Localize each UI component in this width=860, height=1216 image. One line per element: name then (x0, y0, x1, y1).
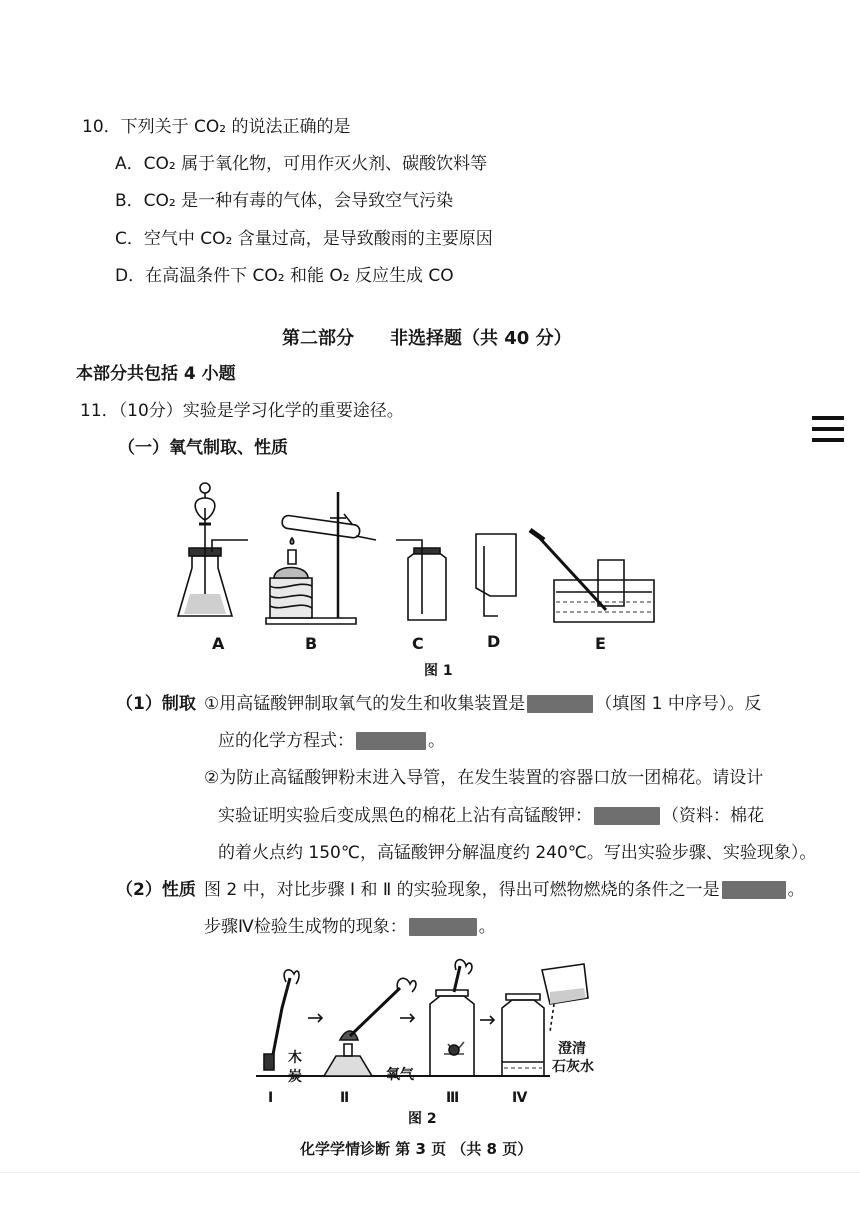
answer-blank-3[interactable] (594, 807, 660, 825)
q11-stem: 11．（10分）实验是学习化学的重要途径。 (80, 401, 404, 421)
part2-intro: 本部分共包括 4 小题 (76, 364, 236, 384)
p1-tag: （1）制取 (116, 694, 196, 714)
apparatus-a (178, 483, 248, 616)
p2-line1-tail: 。 (787, 880, 805, 900)
fig2-step-2: Ⅱ (340, 1090, 350, 1106)
answer-blank-1[interactable] (527, 695, 593, 713)
q10-option-b[interactable]: B．CO₂ 是一种有毒的气体，会导致空气污染 (115, 191, 454, 211)
fig2-label-charcoal-2: 炭 (288, 1069, 302, 1085)
p2-line2-text: 步骤Ⅳ检验生成物的现象： (204, 917, 407, 937)
p2-line2 (204, 916, 496, 938)
fig1-caption: 图 1 (424, 663, 453, 679)
fig2-label-oxygen: 氧气 (386, 1067, 414, 1083)
p1-line1 (204, 693, 761, 715)
fig2-label-limewater-2: 石灰水 (552, 1059, 594, 1075)
bottom-rule (0, 1172, 860, 1173)
menu-icon[interactable] (812, 416, 844, 448)
p1-line2 (218, 730, 445, 752)
page-footer: 化学学情诊断 第 3 页 （共 8 页） (300, 1140, 533, 1158)
apparatus-c (396, 540, 446, 620)
p2-line1 (204, 879, 805, 901)
p1-line3: ②为防止高锰酸钾粉末进入导管，在发生装置的容器口放一团棉花。请设计 (204, 768, 764, 788)
p2-tag: （2）性质 (116, 880, 196, 900)
p1-line5: 的着火点约 150℃，高锰酸钾分解温度约 240℃。写出实验步骤、实验现象）。 (218, 843, 817, 863)
figure-2 (250, 958, 600, 1088)
apparatus-b (266, 492, 376, 624)
answer-blank-4[interactable] (722, 881, 786, 899)
fig2-label-charcoal-1: 木 (288, 1050, 302, 1066)
q10-option-c[interactable]: C．空气中 CO₂ 含量过高，是导致酸雨的主要原因 (115, 229, 493, 249)
fig1-label-d: D (487, 632, 501, 651)
fig2-step-3: Ⅲ (446, 1090, 460, 1106)
fig2-step-4: Ⅳ (512, 1090, 528, 1106)
fig1-label-e: E (595, 634, 606, 653)
part2-title: 第二部分 非选择题（共 40 分） (282, 328, 572, 349)
step-3-oxygen-bottle (430, 960, 474, 1076)
p1-line4-text: 实验证明实验后变成黑色的棉花上沾有高锰酸钾： (218, 806, 592, 826)
p2-line2-tail: 。 (478, 917, 496, 937)
p1-line2-tail: 。 (428, 731, 445, 751)
apparatus-e (530, 530, 654, 622)
fig1-label-a: A (212, 634, 225, 653)
q10-stem: 10．下列关于 CO₂ 的说法正确的是 (82, 117, 351, 137)
q10-option-d[interactable]: D．在高温条件下 CO₂ 和能 O₂ 反应生成 CO (115, 266, 454, 286)
answer-blank-5[interactable] (409, 918, 477, 936)
p1-line1-tail: （填图 1 中序号）。反 (595, 694, 762, 714)
fig2-step-1: Ⅰ (268, 1090, 274, 1106)
p1-line4 (218, 805, 764, 827)
fig1-label-c: C (412, 634, 424, 653)
step-2-lamp (324, 978, 416, 1076)
p1-line4-tail: （资料：棉花 (662, 806, 764, 826)
fig2-caption: 图 2 (408, 1111, 437, 1127)
apparatus-d (476, 534, 516, 616)
fig1-label-b: B (305, 634, 318, 653)
p1-line2-text: 应的化学方程式： (218, 731, 354, 751)
figure-1 (170, 468, 660, 638)
q11-section1: （一）氧气制取、性质 (118, 438, 288, 458)
answer-blank-2[interactable] (356, 732, 426, 750)
fig2-label-limewater-1: 澄清 (558, 1041, 586, 1057)
q10-option-a[interactable]: A．CO₂ 属于氧化物，可用作灭火剂、碳酸饮料等 (115, 154, 488, 174)
p1-line1-text: ①用高锰酸钾制取氧气的发生和收集装置是 (204, 694, 526, 714)
p2-line1-text: 图 2 中，对比步骤 Ⅰ 和 Ⅱ 的实验现象，得出可燃物燃烧的条件之一是 (204, 880, 720, 900)
